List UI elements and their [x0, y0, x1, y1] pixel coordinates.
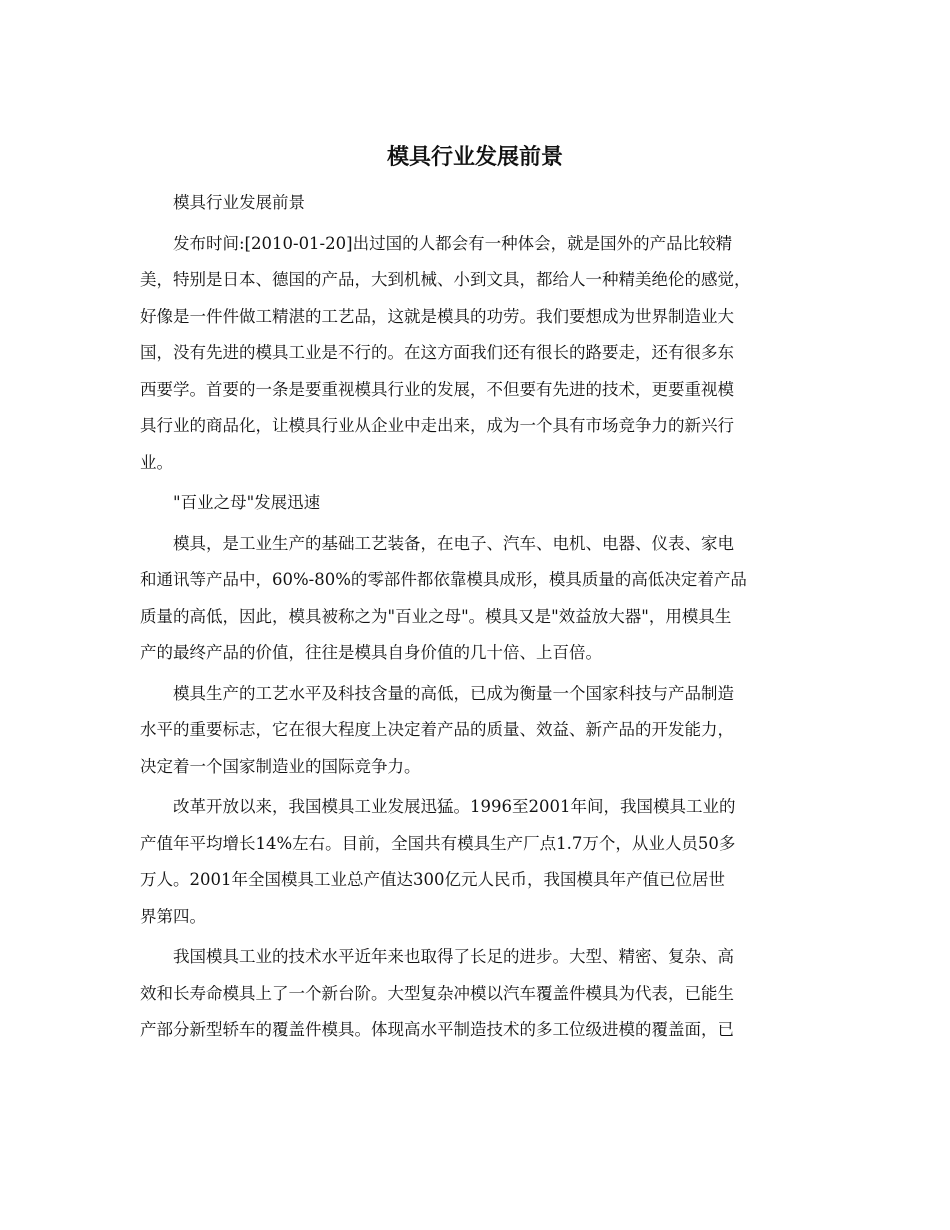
paragraph-reform-growth: 改革开放以来，我国模具工业发展迅猛。1996至2001年间，我国模具工业的 产值年平均增长14%左右。目前，全国共有模具生产厂点1.7万个，从业人员50多 万人。2001年全国模具工业总产值达300亿元人民币，我国模具年产值已位居世 界第四。 — [140, 797, 736, 926]
paragraph-technical-progress: 我国模具工业的技术水平近年来也取得了长足的进步。大型、精密、复杂、高 效和长寿命模具上了一个新台阶。大型复杂冲模以汽车覆盖件模具为代表，已能生 产部分新型轿车的覆盖件模具。体现高水平制造技术的多工位级进模的覆盖面，已 — [140, 947, 734, 1039]
section-heading-mother-of-industries: "百业之母"发展迅速 — [173, 493, 321, 512]
paragraph-technology-level: 模具生产的工艺水平及科技含量的高低，已成为衡量一个国家科技与产品制造 水平的重要标志，它在很大程度上决定着产品的质量、效益、新产品的开发能力， 决定着一个国家制造业的国际竞争力。 — [140, 683, 734, 776]
paragraph-mold-basics: 模具，是工业生产的基础工艺装备，在电子、汽车、电机、电器、仪表、家电 和通讯等产品中，60%-80%的零部件都依靠模具成形，模具质量的高低决定着产品 质量的高低，因此，模具被称之为"百业之母"。模具又是"效益放大器"，用模具生 产的最终产品的价值，往往是模具自身价值的几十倍、上百倍。 — [140, 533, 747, 662]
document-body — [140, 185, 812, 1053]
document-title: 模具行业发展前景 — [386, 144, 563, 170]
paragraph-intro: 发布时间:[2010-01-20]出过国的人都会有一种体会，就是国外的产品比较精 美，特别是日本、德国的产品，大到机械、小到文具，都给人一种精美绝伦的感觉， 好像是一件件做工精湛的工艺品，这就是模具的功劳。我们要想成为世界制造业大 国，没有先进的模具工业是不行的。在这方面我们还有很长的路要走，还有很多东 西要学。首要的一条是要重视模具行业的发展，不但要有先进的技术，更要重视模 具行业的商品化，让模具行业从企业中走出来，成为一个具有市场竞争力的新兴行 业。 — [140, 233, 751, 472]
paragraph-subtitle: 模具行业发展前景 — [173, 193, 305, 212]
